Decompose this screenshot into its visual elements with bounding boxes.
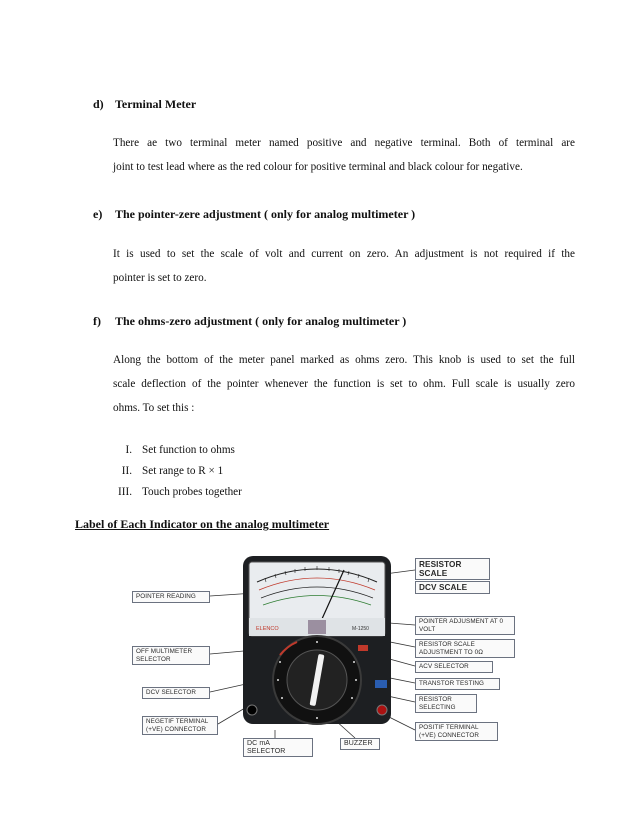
callout-off-selector: OFF MULTIMETER SELECTOR [132, 646, 210, 665]
callout-dcv-selector: DCV SELECTOR [142, 687, 210, 699]
meter-model: M-1250 [352, 626, 369, 632]
paragraph-line: There ae two terminal meter named positive and negative terminal. Both of terminal are [113, 137, 575, 149]
paragraph-line: pointer is set to zero. [113, 272, 207, 284]
callout-acv-selector: ACV SELECTOR [415, 661, 493, 673]
callout-negetif-terminal: NEGETIF TERMINAL (+VE) CONNECTOR [142, 716, 218, 735]
callout-buzzer: BUZZER [340, 738, 380, 750]
list-text: Set range to R × 1 [142, 465, 224, 477]
section-e-heading [93, 207, 415, 222]
callout-pointer-adjustment: POINTER ADJUSMENT AT 0 VOLT [415, 616, 515, 635]
multimeter-figure [130, 550, 510, 760]
list-text: Touch probes together [142, 486, 242, 498]
meter-brand: ELENCO [256, 626, 279, 632]
section-f-title: The ohms-zero adjustment ( only for analog multimeter ) [115, 314, 407, 328]
callout-resistor-scale: RESISTOR SCALE [415, 558, 490, 580]
section-f-label: f) [93, 314, 101, 328]
callout-resistor-scale-adjustment: RESISTOR SCALE ADJUSTMENT TO 0Ω [415, 639, 515, 658]
section-e-title: The pointer-zere adjustment ( only for analog multimeter ) [115, 207, 416, 221]
section-e-paragraph [113, 242, 575, 290]
list-item [100, 465, 223, 477]
section-d-paragraph [113, 131, 575, 179]
section-d-heading [93, 97, 196, 112]
list-item [100, 444, 235, 456]
callout-positif-terminal: POSITIF TERMINAL (+VE) CONNECTOR [415, 722, 498, 741]
list-text: Set function to ohms [142, 444, 235, 456]
paragraph-line: Along the bottom of the meter panel marked as ohms zero. This knob is used to set the full [113, 354, 575, 366]
paragraph-line: joint to test lead where as the red colour for positive terminal and black colour for negative. [113, 161, 523, 173]
list-item [100, 486, 242, 498]
list-number: I. [125, 444, 132, 456]
list-number: II. [121, 465, 132, 477]
callout-pointer-reading: POINTER READING [132, 591, 210, 603]
callout-transtor-testing: TRANSTOR TESTING [415, 678, 500, 690]
paragraph-line: scale deflection of the pointer whenever the function is set to ohm. Full scale is usually zero [113, 378, 575, 390]
list-number: III. [118, 486, 132, 498]
figure-title: Label of Each Indicator on the analog multimeter [75, 517, 330, 531]
callout-dcv-scale: DCV SCALE [415, 581, 490, 594]
paragraph-line: ohms. To set this : [113, 402, 195, 414]
section-d-label: d) [93, 97, 104, 111]
section-d-title: Terminal Meter [115, 97, 197, 111]
section-f-heading [93, 314, 406, 329]
callout-dc-ma-selector: DC mA SELECTOR [243, 738, 313, 757]
paragraph-line: It is used to set the scale of volt and current on zero. An adjustment is not required if the [113, 248, 575, 260]
section-e-label: e) [93, 207, 103, 221]
section-f-paragraph [113, 348, 575, 420]
callout-resistor-selecting: RESISTOR SELECTING [415, 694, 477, 713]
